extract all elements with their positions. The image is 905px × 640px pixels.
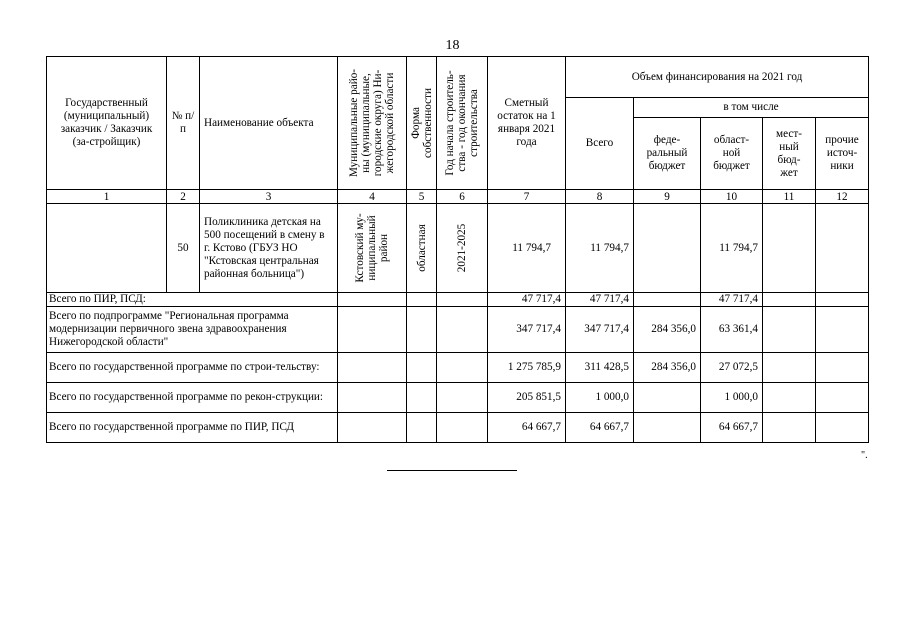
table-row — [47, 204, 869, 293]
row-years-text: 2021-2025 — [456, 223, 468, 273]
header-total: Всего — [566, 98, 634, 190]
closing-quote-mark: ". — [861, 450, 868, 461]
total-row — [47, 307, 869, 353]
header-ownership — [407, 57, 437, 190]
total-total: 47 717,4 — [566, 293, 634, 307]
header-other: прочие источ-ники — [816, 118, 869, 190]
header-years — [437, 57, 488, 190]
row-ownership-text: областная — [415, 224, 428, 272]
section-divider — [387, 470, 517, 471]
total-local — [763, 293, 816, 307]
total-label: Всего по подпрограмме "Региональная программа модернизации первичного звена здравоохранения Нижегородской области" — [47, 307, 338, 353]
header-ownership-text: Форма собственности — [409, 88, 434, 158]
total-other — [816, 293, 869, 307]
total-regional: 64 667,7 — [701, 413, 763, 443]
total-label: Всего по ПИР, ПСД: — [47, 293, 338, 307]
header-number: № п/п — [167, 57, 200, 190]
header-local: мест-ный бюд-жет — [763, 118, 816, 190]
total-federal — [634, 413, 701, 443]
row-estimate-balance: 11 794,7 — [488, 204, 566, 293]
header-including: в том числе — [634, 98, 869, 118]
total-local — [763, 353, 816, 383]
col-number: 4 — [338, 190, 407, 204]
total-regional: 47 717,4 — [701, 293, 763, 307]
total-federal: 284 356,0 — [634, 307, 701, 353]
total-other — [816, 413, 869, 443]
total-estimate-balance: 47 717,4 — [488, 293, 566, 307]
total-estimate-balance: 64 667,7 — [488, 413, 566, 443]
total-total: 1 000,0 — [566, 383, 634, 413]
total-total: 311 428,5 — [566, 353, 634, 383]
col-number: 5 — [407, 190, 437, 204]
header-years-text: Год начала строитель- ства - год окончания строительства — [444, 70, 480, 176]
row-district-text: Кстовский му- ниципальный район — [354, 213, 390, 283]
header-regional: област-ной бюджет — [701, 118, 763, 190]
row-number: 50 — [167, 204, 200, 293]
header-object-name: Наименование объекта — [200, 57, 338, 190]
total-label: Всего по государственной программе по ПИР, ПСД — [47, 413, 338, 443]
row-other — [816, 204, 869, 293]
col-number: 10 — [701, 190, 763, 204]
header-financing-2021: Объем финансирования на 2021 год — [566, 57, 869, 98]
col-number: 2 — [167, 190, 200, 204]
col-number: 9 — [634, 190, 701, 204]
col-number: 6 — [437, 190, 488, 204]
total-row — [47, 353, 869, 383]
total-other — [816, 383, 869, 413]
total-estimate-balance: 1 275 785,9 — [488, 353, 566, 383]
col-number: 1 — [47, 190, 167, 204]
total-federal: 284 356,0 — [634, 353, 701, 383]
col-number: 7 — [488, 190, 566, 204]
total-row — [47, 293, 869, 307]
total-row — [47, 413, 869, 443]
total-row — [47, 383, 869, 413]
row-district — [338, 204, 407, 293]
total-regional: 63 361,4 — [701, 307, 763, 353]
header-district-text: Муниципальные райо- ны (муниципальные, городские округа) Ни- жегородской области — [348, 68, 396, 178]
header-estimate-balance: Сметный остаток на 1 января 2021 года — [488, 57, 566, 190]
header-customer: Государственный (муниципальный) заказчик / Заказчик (за-стройщик) — [47, 57, 167, 190]
page-number: 18 — [445, 38, 460, 53]
header-district — [338, 57, 407, 190]
total-federal — [634, 293, 701, 307]
col-number: 3 — [200, 190, 338, 204]
total-other — [816, 353, 869, 383]
total-federal — [634, 383, 701, 413]
col-number: 11 — [763, 190, 816, 204]
total-label: Всего по государственной программе по рекон-струкции: — [47, 383, 338, 413]
financing-table — [46, 56, 869, 443]
total-regional: 27 072,5 — [701, 353, 763, 383]
row-years — [437, 204, 488, 293]
row-federal — [634, 204, 701, 293]
total-local — [763, 307, 816, 353]
total-estimate-balance: 347 717,4 — [488, 307, 566, 353]
row-total: 11 794,7 — [566, 204, 634, 293]
total-total: 64 667,7 — [566, 413, 634, 443]
total-total: 347 717,4 — [566, 307, 634, 353]
total-estimate-balance: 205 851,5 — [488, 383, 566, 413]
total-local — [763, 413, 816, 443]
row-regional: 11 794,7 — [701, 204, 763, 293]
total-regional: 1 000,0 — [701, 383, 763, 413]
header-federal: феде-ральный бюджет — [634, 118, 701, 190]
total-other — [816, 307, 869, 353]
row-customer — [47, 204, 167, 293]
row-ownership — [407, 204, 437, 293]
row-local — [763, 204, 816, 293]
col-number: 8 — [566, 190, 634, 204]
total-local — [763, 383, 816, 413]
total-label: Всего по государственной программе по строи-тельству: — [47, 353, 338, 383]
row-object-name: Поликлиника детская на 500 посещений в смену в г. Кстово (ГБУЗ НО "Кстовская центральная районная больница") — [200, 204, 338, 293]
col-number: 12 — [816, 190, 869, 204]
